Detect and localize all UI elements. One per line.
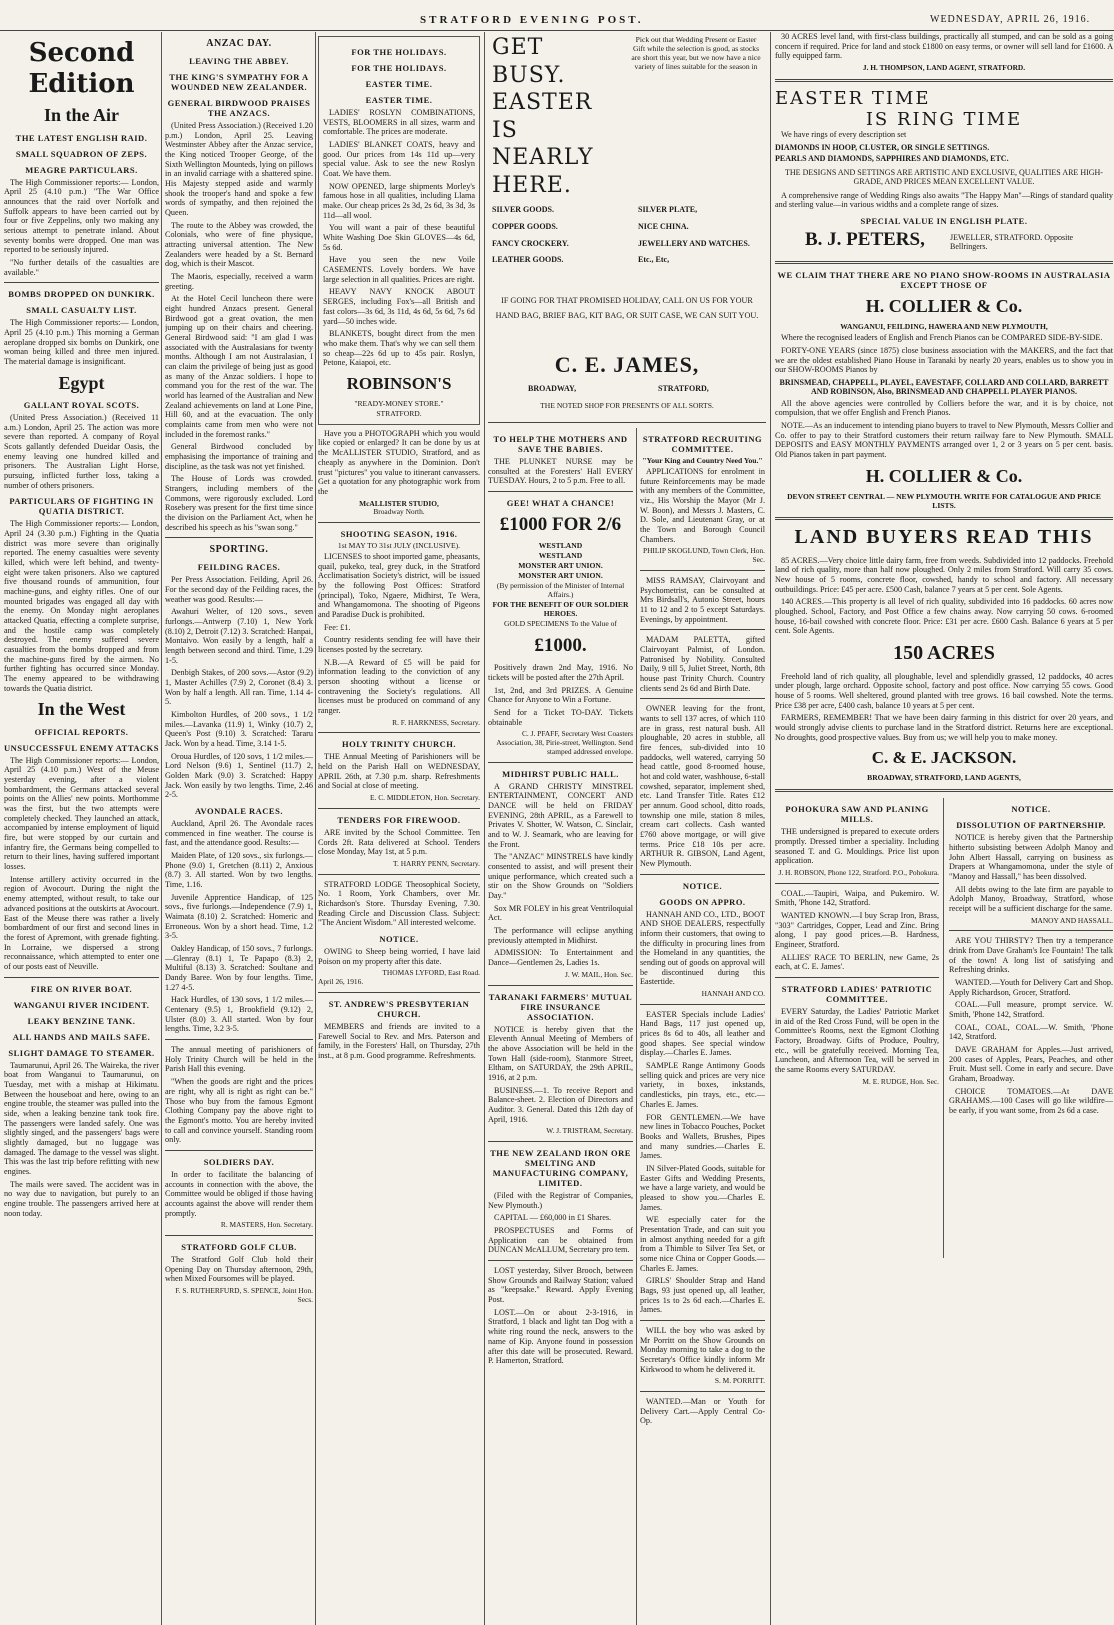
- ad-text: LADIES' ROSLYN COMBINATIONS, VESTS, BLOOMERS in all sizes, warm and comfortable. The prices are moderate.: [323, 108, 475, 137]
- signature: W. J. TRISTRAM, Secretary.: [546, 1126, 633, 1136]
- issue-date: WEDNESDAY, APRIL 26, 1916.: [930, 14, 1091, 25]
- headline: UNSUCCESSFUL ENEMY ATTACKS: [4, 742, 159, 753]
- notice-text: 1st, 2nd, and 3rd PRIZES. A Genuine Chance for Anyone to Win a Fortune.: [488, 685, 633, 705]
- headline: GALLANT ROYAL SCOTS.: [23, 399, 140, 410]
- collier-name: H. COLLIER & Co.: [865, 465, 1023, 486]
- column-2: [165, 32, 313, 1621]
- ad-text: HEAVY NAVY KNOCK ABOUT SERGES, including Fox's—all British and fast colors—3s 6d, 3s 11d, 4s 6d, 5s 6d, 7s 6d yard—50 inches wide.: [323, 287, 475, 326]
- headline: POHOKURA SAW AND PLANING MILLS.: [785, 804, 929, 825]
- bottom-left-notices: [775, 798, 939, 1258]
- notice-text: THE undersigned is prepared to execute orders promptly. Dressed timber a speciality. Including seasoned T. and G. Mouldings. Price list upon application.: [775, 827, 939, 866]
- headline: ANZAC DAY.: [206, 38, 272, 49]
- slogan-line: IS: [492, 117, 518, 143]
- ring-text: THE DESIGNS AND SETTINGS ARE ARTISTIC AND EXCLUSIVE, QUALITIES ARE HIGH-GRADE, AND PRICES MEAN EXCELLENT VALUE.: [785, 167, 1103, 187]
- notice-text: HANNAH AND CO., LTD., BOOT AND SHOE DEALERS, respectfully inform their customers, that owing to the difficulty in procuring lines from the Homeland in any quantities, the sending out of goods on approval will be discontinued during this Eastertide.: [640, 909, 765, 987]
- ad-text: LADIES' BLANKET COATS, heavy and good. Our prices from 14s 11d up—very special value. Ask to see the new Roslyn Coat. We have them.: [323, 140, 475, 179]
- article-text: Juvenile Apprentice Handicap, of 125 sovs., five furlongs.—Independence (7.9) 1, Waimata (8.10) 2. Scratched: Homeric and Erroneous. Won by a short head. Time, 1.2 3-5.: [165, 892, 313, 941]
- notice-text: WANTED.—Man or Youth for Delivery Cart.—Apply Central Co-Op.: [640, 1397, 765, 1426]
- signature: R. MASTERS, Hon. Secretary.: [220, 1220, 313, 1230]
- headline: TO HELP THE MOTHERS AND SAVE THE BABIES.: [493, 434, 628, 455]
- notice-text: WE especially cater for the Presentation Trade, and can suit you in almost anything needed for a gift from a Thimble to Silver Tea Set, or some nice China or Copper Goods.—Charles E. James.: [640, 1215, 765, 1273]
- art-union-line: MONSTER ART UNION.: [518, 561, 603, 571]
- notice-text: COAL, COAL, COAL.—W. Smith, 'Phone 142, Stratford.: [949, 1022, 1113, 1042]
- studio-name: McALLISTER STUDIO,: [359, 498, 439, 508]
- notice-text: DAVE GRAHAM for Apples.—Just arrived, 200 cases of Apples, Pears, Peaches, and other Fruit. Must sell. Come in early and secure. Dave Graham, Broadway.: [949, 1045, 1113, 1084]
- headline: LEAKY BENZINE TANK.: [27, 1015, 136, 1026]
- goods-item: JEWELLERY AND WATCHES.: [638, 238, 750, 248]
- signature: PHILIP SKOGLUND, Town Clerk, Hon. Sec.: [642, 546, 765, 565]
- signature: R. F. HARKNESS, Secretary.: [392, 717, 480, 727]
- notice-text: IN Silver-Plated Goods, suitable for Easter Gifts and Wedding Presents, we have a large variety, and would be pleased to show you.—Charles E. James.: [640, 1163, 765, 1212]
- article-text: "When the goods are right and the prices are right, why all is right as right can be." Those who buy from the famous Egmont Clothing Company pay the above right to the Egmont's motto. You are hereby invited to call and convince yourself. Standing room only.: [165, 1077, 313, 1145]
- goods-item: LEATHER GOODS.: [492, 255, 564, 265]
- notice-text: All debts owing to the late firm are payable to Adolph Manoy, Broadway, Stratford, whose receipt will be a sufficient discharge for the same.: [949, 884, 1113, 913]
- headline: GOODS ON APPRO.: [659, 896, 746, 907]
- article-text: Hack Hurdles, of 130 sovs, 1 1/2 miles.—Centenary (9.5) 1, Brookfield (9.12) 2, Ulster (8.0) 3. All started. Won by four lengths. Time, 3.2 3-5.: [165, 995, 313, 1034]
- notice-text: NOTICE is hereby given that the Eleventh Annual Meeting of Members of the above Association will be held in the Town Hall (side-room), Stanmore Street, Eltham, on SATURDAY, the 29th APRIL, 1916, at 2 p.m.: [488, 1024, 633, 1082]
- easter-slogan: [492, 34, 622, 199]
- piano-text: FORTY-ONE YEARS (since 1875) close business association with the MAKERS, and the fact that we are the oldest established Piano House in Taranaki by nearly 20 years, enables us to show you in our SHOW-ROOMS Pianos by: [775, 345, 1113, 375]
- headline: SLIGHT DAMAGE TO STEAMER.: [8, 1047, 155, 1058]
- notice-text: BUSINESS.—1. To receive Report and Balance-sheet. 2. Election of Directors and Auditor. 3. General. Dated this 12th day of April, 1916.: [488, 1085, 633, 1124]
- article-text: In order to facilitate the balancing of accounts in connection with the above, the Committee would be obliged if those having accounts against the above will render them promptly.: [165, 1169, 313, 1218]
- notice-text: ARE YOU THIRSTY? Then try a temperance drink from Dave Graham's Ice Fountain! The talk of the town! A long list of satisfying and Refreshing drinks.: [949, 936, 1113, 975]
- art-union-line: MONSTER ART UNION.: [518, 571, 603, 581]
- signature: J. H. ROBSON, Phone 122, Stratford. P.O., Pohokura.: [778, 867, 939, 877]
- article-text: The High Commissioner reports:— London, April 25 (4.10 p.m.) "The War Office announces that the raid over Norfolk and Suffolk appears to have been carried out by four or five Zeppelins, only two making any serious attempt to penetrate inland. About seventy bombs were dropped. One man was reported to be seriously injured.: [4, 177, 159, 255]
- article-text: (United Press Association.) (Received 1.20 p.m.) London, April 25. Leaving Westminster Abbey after the Anzac service, the King noticed Trooper George, of the Sixth Wellington Mounteds, lying on pillows in an invalid carriage with a shattered spine. His Majesty stepped aside and warmly shook the trooper's hand and spoke a few words of sympathy, and then rejoined the Queen.: [165, 120, 313, 217]
- headline: PARTICULARS OF FIGHTING IN QUATIA DISTRICT.: [9, 496, 154, 517]
- signature: MANOY AND HASSALL.: [1030, 915, 1113, 925]
- land-heading: 150 ACRES: [893, 641, 995, 664]
- signature: E. C. MIDDLETON, Hon. Secretary.: [369, 793, 480, 803]
- article-text: The High Commissioner reports:— London, April 24 (3.30 p.m.) Fighting in the Quatia district was more severe than originally reported. The enemy casualties were seventy killed, which were left behind, and twenty-eight were taken prisoners. Also we captured five thousand rounds of ammunition, four machine-guns, and eighty rifles. One of our mounted brigades was engaged all day with the enemy. On Monday night aeroplanes attacked Quatia, effecting a complete surprise, and the hostile camp was completely destroyed. The enemy suffered severe casualties from the bombs dropped and from the machine-guns fired by the airmen. No further fighting has occurred since Monday. The enemy appeared to be withdrawing towards the Quatia district.: [4, 519, 159, 693]
- notice-text: ALLIES' RACE TO BERLIN, new Game, 2s each, at C. E. James'.: [775, 952, 939, 972]
- art-union-line: WESTLAND: [538, 541, 583, 551]
- goods-item: FANCY CROCKERY.: [492, 238, 569, 248]
- headline: SHOOTING SEASON, 1916.: [340, 528, 458, 539]
- headline: FIRE ON RIVER BOAT.: [30, 983, 133, 994]
- notice-text: WANTED KNOWN.—I buy Scrap Iron, Brass, "303" Cartridges, Copper, Lead and Zinc. Bring along, I pay good prices.—B. Hardness, Engineer, Stratford.: [775, 911, 939, 950]
- james-name: C. E. JAMES,: [554, 352, 700, 377]
- article-text: Intense artillery activity occurred in the region of Avocourt. During the night the enemy attempted, without result, to take our advanced positions at the outskirts at Avocourt. East of the Meuse there was rather a lively bombardment of our first and second lines in the forest of Apremont, with grenade fighting. In Lorraine, we dispersed a strong reconnaissance, which attempted to enter one of our posts east of Neuville.: [4, 874, 159, 971]
- notice-text: (Filed with the Registrar of Companies, New Plymouth.): [488, 1191, 633, 1210]
- notice-text: EASTER Specials include Ladies' Hand Bags, 117 just opened up, prices 8s 6d to 40s, all leather and good shapes. See special window display.—Charles E. James.: [640, 1009, 765, 1058]
- headline: THE NEW ZEALAND IRON ORE SMELTING AND MANUFACTURING COMPANY, LIMITED.: [490, 1148, 631, 1189]
- holiday-bags-text: IF GOING FOR THAT PROMISED HOLIDAY, CALL ON US FOR YOUR HAND BAG, BRIEF BAG, KIT BAG, OR SUIT CASE, WE CAN SUIT YOU.: [495, 296, 759, 320]
- art-union-line: FOR THE BENEFIT OF OUR SOLDIER HEROES.: [492, 600, 629, 619]
- james-advert: [488, 32, 766, 423]
- james-street: BROADWAY,: [528, 384, 577, 393]
- james-intro: Pick out that Wedding Present or Easter Gift while the selection is good, as stocks are short this year, but we now have a nice variety of lines suitable for the season in: [631, 35, 761, 71]
- ad-heading: EASTER TIME.: [365, 95, 433, 106]
- robinsons-advert: [318, 36, 480, 425]
- bottom-right-notices: [949, 798, 1113, 1258]
- article-text: General Birdwood concluded by emphasising the importance of training and discipline, as the task was not yet finished.: [165, 442, 313, 471]
- headline: GEE! WHAT A CHANCE!: [506, 498, 615, 509]
- article-text: The High Commissioner reports:— London, April 25 (4.10 p.m.) West of the Meuse yesterday evening, after a violent bombardment, the Germans attacked several points on the Allies' new points. Morthomme was the first, but the two attempts were completely checked. They launched an attack, accompanied by intense employment of liquid fire, but were stopped by our curtain and infantry fire, the Germans being compelled to return to their lines, having suffered important losses.: [4, 755, 159, 872]
- slogan-line: EASTER: [492, 90, 593, 115]
- headline: GENERAL BIRDWOOD PRAISES THE ANZACS.: [167, 97, 311, 118]
- notice-text: Sox MR FOLEY in his great Ventriloquial Act.: [488, 903, 633, 923]
- headline: LEAVING THE ABBEY.: [189, 55, 289, 66]
- article-text: The mails were saved. The accident was in no way due to navigation, but purely to an engine trouble. The passengers arrived here at noon today.: [4, 1179, 159, 1218]
- notice-text: STRATFORD LODGE Theosophical Society, No. 1 Room, York Chambers, over Mr. Richardson's Store. Thursday Evening, 7.30. Reading Circle and Discussion Class. Subject: "The Ancient Wisdom." All interested welcome.: [318, 879, 480, 928]
- ring-line: DIAMONDS IN HOOP, CLUSTER, OR SINGLE SETTINGS.: [775, 142, 990, 152]
- headline: STRATFORD RECRUITING COMMITTEE.: [642, 434, 763, 455]
- art-union-line: WESTLAND: [538, 551, 583, 561]
- notice-text: CAPITAL — £60,000 in £1 Shares.: [494, 1213, 612, 1223]
- jeweller-name: B. J. PETERS,: [805, 229, 925, 250]
- signature: M. E. RUDGE, Hon. Sec.: [862, 1076, 939, 1086]
- article-text: "No further details of the casualties are available.": [4, 258, 159, 277]
- notice-text: PROSPECTUSES and Forms of Application can be obtained from DUNCAN McALLUM, Secretary pro tem.: [488, 1226, 633, 1255]
- headline: BOMBS DROPPED ON DUNKIRK.: [8, 289, 155, 300]
- land-text: 30 ACRES level land, with first-class buildings, practically all stumped, and can be sold as a going concern if required. Price for land and stock £1800 on easy terms, or owner will sell land for £1600. A fully equipped farm.: [775, 32, 1113, 61]
- goods-item: Etc., Etc,: [638, 255, 670, 265]
- notice-text: N.B.—A Reward of £5 will be paid for information leading to the conviction of any person shooting without a license or contravening the Society's regulations. All licenses must be produced on command of any ranger.: [318, 657, 480, 716]
- headline: HOLY TRINITY CHURCH.: [342, 739, 456, 750]
- headline: SPECIAL VALUE IN ENGLISH PLATE.: [860, 215, 1028, 226]
- article-text: Awahuri Welter, of 120 sovs., seven furlongs.—Antwerp (7.10) 1, New York (8.10) 2, Detroit (7.12) 3. Scratched: Hanpai, Montaivo. Won easily by a length, half a length between second and third. Time, 1.29 1-5.: [165, 607, 313, 665]
- headline: ALL HANDS AND MAILS SAFE.: [12, 1031, 151, 1042]
- ad-text: You will want a pair of these beautiful White Washing Doe Skin GLOVES—4s 6d, 5s 6d.: [323, 223, 475, 252]
- notice-text: MADAM PALETTA, gifted Clairvoyant Palmist, of London. Patronised by Nobility. Consulted Daily, 9 till 5, Juliet Street, North, 8th house past Trinity Church. Country clients send 2s 6d and Birth Date.: [640, 635, 765, 693]
- ring-heading: IS RING TIME: [865, 108, 1023, 130]
- collier-address: DEVON STREET CENTRAL — NEW PLYMOUTH. WRITE FOR CATALOGUE AND PRICE LISTS.: [787, 492, 1101, 510]
- article-text: The route to the Abbey was crowded, the Colonials, who were of fine physique, attracting universal attention. The New Zealanders were headed by a St. Bernard dog, which is their Mascot.: [165, 220, 313, 269]
- notice-text: Country residents sending fee will have their licenses posted by the secretary.: [318, 635, 480, 654]
- jeweller-address: JEWELLER, STRATFORD. Opposite Bellringers.: [950, 233, 1074, 252]
- article-text: The annual meeting of parishioners of Holy Trinity Church will be held in the Parish Hall this evening.: [165, 1045, 313, 1074]
- section-heading-egypt: Egypt: [58, 372, 105, 393]
- notice-text: SAMPLE Range Antimony Goods selling quick and prices are very nice variety, in boxes, inkstands, candlesticks, pin trays, etc., etc.—Charles E. James.: [640, 1061, 765, 1109]
- piano-text: All the above agencies were controlled by Colliers before the war, and it is by choice, not compulsion, that we offer English and French Pianos.: [775, 398, 1113, 418]
- notice-text: CHOICE TOMATOES.—At DAVE GRAHAMS.—100 Cases will go like wildfire—be early, if you want some, from 2s 6d a case.: [949, 1086, 1113, 1116]
- notice-text: ARE invited by the School Committee. Ten Cords 2ft. Rata delivered at School. Tenders close Monday, May 1st, at 5 p.m.: [318, 827, 480, 857]
- notice-text: MEMBERS and friends are invited to a Farewell Social to Rev. and Mrs. Paterson and family, in the Foresters' Hall, on Thursday, 27th inst., at 8 p.m. Good programme. Refreshments.: [318, 1021, 480, 1060]
- ad-heading: FOR THE HOLIDAYS.: [351, 47, 447, 57]
- notice-text: Positively drawn 2nd May, 1916. No tickets will be posted after the 27th April.: [488, 663, 633, 683]
- signature: S. M. PORRITT.: [714, 1376, 765, 1386]
- land-text: Freehold land of rich quality, all ploughable, level and splendidly grassed, 12 paddocks, 40 acres under plough, large orchard. Opposite school, factory and post office. Now carrying 55 cows. Good house of 5 rooms. Well sheltered, ground planted with tree grows. 16 bail cowshed. Note the terms. Price £38 per acre, £400 cash, balance 10 years at 5 per cent.: [775, 671, 1113, 710]
- headline: THE LATEST ENGLISH RAID.: [15, 132, 148, 143]
- ring-text: A comprehensive range of Wedding Rings also awaits "The Happy Man"—Rings of standard quality and sterling value—in various widths and a complete range of sizes.: [775, 190, 1113, 210]
- subheadline: 1st MAY TO 31st JULY (INCLUSIVE).: [337, 541, 461, 550]
- notice-text: LOST.—On or about 2-3-1916, in Stratford, 1 black and light tan Dog with a white ring round the neck, answers to the name of Kip. Anyone found in possession after this date will be prosecuted. Reward. P. Hamerton, Stratford.: [488, 1307, 633, 1366]
- notice-text: EVERY Saturday, the Ladies' Patriotic Market in aid of the Red Cross Fund, will be open in the Committee's Rooms, next the Egmont Clothing Factory, Broadway. Gifts of Produce, Poultry, etc., will be gratefully received. Morning Tea, Luncheon, and Afternoon Tea, will be served in the same Rooms every SATURDAY.: [775, 1007, 939, 1075]
- notice-text: OWNER leaving for the front, wants to sell 137 acres, of which 110 are in grass, rest natural bush. All ploughable, 20 acres in stubble, all fire fences, sub-divided into 10 paddocks, well watered, carrying 50 head cattle, good 8-roomed house, hot and cold water, washhouse, 6-stall cowshed, separator, implement shed, etc. Land Transfer Title. Rates £12 per annum. Good school, ditto roads, township one mile, station 8 miles, cream cart collects. Cash wanted £760 above mortgage, or will give terms. Price £18 10s per acre. ARTHUR R. GIBSON, Land Agent, New Plymouth.: [640, 704, 765, 868]
- piano-text: NOTE.—As an inducement to intending piano buyers to travel to New Plymouth, Messrs Collier and Co. offer to pay to their Stratford customers their return railway fare to New Plymouth. SMALL DEPOSITS and EASY MONTHLY PAYMENTS arranged over 1, 2 or 3 years on 5 per cent. basis. Old Pianos taken in part payment.: [775, 421, 1113, 460]
- headline: SMALL SQUADRON OF ZEPS.: [15, 148, 148, 159]
- agent-address: BROADWAY, STRATFORD, LAND AGENTS,: [867, 773, 1021, 783]
- headline: MIDHIRST PUBLIC HALL.: [502, 768, 619, 779]
- ad-text: Have you seen the new Voile CASEMENTS. Lovely borders. We have large selection in all qualities. Prices are right.: [323, 255, 475, 284]
- article-text: Maiden Plate, of 120 sovs., six furlongs.—Phone (9.0) 1, Gretchen (8.11) 2, Anxious (8.7) 3. All started. Won by two lengths. Time, 1.16.: [165, 851, 313, 890]
- notice-text: Fee: £1.: [324, 622, 351, 632]
- article-text: (United Press Association.) (Received 11 a.m.) London, April 25. The action was more severe than reported. A company of Royal Scots gallantly defended Dueidar Oasis, the enemy leaving one hundred killed and prisoners. The Australian Light Horse, pursuing, inflicted further loss, taking a number of others prisoners.: [4, 412, 159, 490]
- james-town: STRATFORD,: [658, 384, 709, 393]
- article-text: At the Hotel Cecil luncheon there were eight hundred Anzacs present. General Birdwood got a great ovation, the men jumping up on their chairs and cheering. General Birdwood said: "I am glad I was associated with the Australasians for twenty months. Although I am not Australasian, I can claim the privilege of being just as good as many of the Anzac soldiers. I hope to command you for the rest of the war. The world has learned of the Australian and New Zealand achievements on land at Lone Pine, Hill 60, and at the evacuation. The only complaints came from men who were not included in the foremost ranks.": [165, 294, 313, 439]
- robinsons-tagline: "READY-MONEY STORE.": [354, 398, 444, 408]
- notice-date: April 26, 1916.: [318, 977, 364, 987]
- paper-title: STRATFORD EVENING POST.: [420, 14, 644, 26]
- piano-text: Where the recognised leaders of English and French Pianos can be COMPARED SIDE-BY-SIDE.: [781, 333, 1103, 343]
- masthead: [0, 0, 1114, 31]
- land-heading: LAND BUYERS READ THIS: [794, 525, 1094, 548]
- notice-text: COAL.—Full measure, prompt service. W. Smith, 'Phone 142, Stratford.: [949, 1000, 1113, 1020]
- goods-item: SILVER PLATE,: [638, 205, 698, 214]
- slogan: "Your King and Country Need You.": [642, 456, 763, 466]
- headline: THE KING'S SYMPATHY FOR A WOUNDED NEW ZEALANDER.: [169, 71, 309, 92]
- notice-text: Send for a Ticket TO-DAY. Tickets obtainable: [488, 708, 633, 727]
- column-5: [640, 428, 765, 1621]
- signature: J. H. THOMPSON, LAND AGENT, STRATFORD.: [862, 63, 1026, 73]
- ring-line: PEARLS AND DIAMONDS, SAPPHIRES AND DIAMONDS, ETC.: [775, 154, 1009, 164]
- section-heading-air: In the Air: [43, 105, 119, 126]
- slogan-line: HERE.: [492, 172, 572, 198]
- column-6: [775, 32, 1113, 1621]
- collier-towns: WANGANUI, FEILDING, HAWERA AND NEW PLYMOUTH,: [840, 322, 1048, 332]
- notice-text: MISS RAMSAY, Clairvoyant and Psychometrist, can be consulted at Mrs Birdsall's, Autonio Street, hours 11 to 12 and 2 to 5 except Saturdays. Evenings, by appointment.: [640, 575, 765, 624]
- headline: SMALL CASUALTY LIST.: [26, 305, 137, 316]
- ad-heading: FOR THE HOLIDAYS.: [351, 63, 447, 74]
- section-heading-west: In the West: [37, 699, 126, 720]
- ad-text: Have you a PHOTOGRAPH which you would like copied or enlarged? It can be done by us at the McALLISTER STUDIO, Stratford, and as cheaply as anywhere in the Dominion. Don't trust "pictures" you value to itinerant canvassers. Get a quotation for any photographic work from the: [318, 428, 480, 496]
- notice-text: THE Annual Meeting of Parishioners will be held on the Parish Hall on WEDNESDAY, APRIL 26th, at 7.30 p.m. sharp. Refreshments and Social at close of meeting.: [318, 752, 480, 791]
- slogan-line: GET BUSY.: [492, 35, 566, 88]
- notice-text: The "ANZAC" MINSTRELS have kindly consented to assist, and will present their unique performance, which created such a stir on the Show Grounds on "Soldiers Day.": [488, 852, 633, 901]
- notice-text: THE PLUNKET NURSE may be consulted at the Foresters' Hall EVERY TUESDAY. Hours, 2 to 5 p.m. Free to all.: [488, 457, 633, 486]
- article-text: Kimbolton Hurdles, of 200 sovs., 1 1/2 miles.—Lavanka (11.9) 1, Winky (10.7) 2, Queen's Post (9.10) 3. Scratched: Tararu Jack. Won by a head. Time, 3.14 1-5.: [165, 709, 313, 748]
- article-text: Per Press Association. Feilding, April 26. For the second day of the Feilding races, the weather was good. Results:—: [165, 575, 313, 604]
- article-text: Oroua Hurdles, of 120 sovs, 1 1/2 miles.—Lord Nelson (9.6) 1, Sentinel (11.7) 2, Golden Mark (9.0) 3. Scratched: Happy Jack. Won easily by two lengths. Time, 2.46 2-5.: [165, 751, 313, 800]
- headline: DISSOLUTION OF PARTNERSHIP.: [956, 820, 1106, 831]
- prize-amount: £1000.: [534, 635, 587, 657]
- notice-text: COAL.—Taupiri, Waipa, and Pukemiro. W. Smith, 'Phone 142, Stratford.: [775, 888, 939, 908]
- headline: AVONDALE RACES.: [195, 806, 283, 817]
- article-text: The Stratford Golf Club hold their Opening Day on Thursday afternoon, 29th, when Mixed Foursomes will be played.: [165, 1254, 313, 1284]
- signature: C. J. PFAFF, Secretary West Coasters Association, 38, Pirie-street, Wellington. Send stamped addressed envelope.: [496, 729, 633, 756]
- art-union-line: (By permission of the Minister of Internal Affairs.): [496, 581, 625, 600]
- notice-text: APPLICATIONS for enrolment in future Reinforcements may be made with any members of the Committee, viz., His Worship the Mayor (Mr J. W. Boon), and Messrs J. Masters, C. D. Sole, and Lieutenant Gray, or at the Town and Borough Council Chambers.: [640, 466, 765, 544]
- notice-text: The performance will eclipse anything previously attempted in Midhirst.: [488, 926, 633, 945]
- robinsons-name: ROBINSON'S: [346, 373, 452, 393]
- column-4: [488, 428, 633, 1621]
- headline: NOTICE.: [1011, 804, 1051, 815]
- edition-heading: Second Edition: [28, 38, 135, 99]
- headline: ST. ANDREW'S PRESBYTERIAN CHURCH.: [328, 998, 470, 1019]
- notice-text: FOR GENTLEMEN.—We have new lines in Tobacco Pouches, Pocket Books and Wallets, Brushes, Pipes and many sundries.—Charles E. James.: [640, 1112, 765, 1161]
- column-1: [4, 32, 159, 1621]
- ring-text: We have rings of every description set: [781, 130, 907, 140]
- notice-text: A GRAND CHRISTY MINSTREL ENTERTAINMENT, CONCERT AND DANCE will be held on FRIDAY EVENING, 28th APRIL, as a Farewell to Privates V. Shotter, W. Watson, C. Sinclair, and to W. J. Seamark, who are leaving for the Front.: [488, 781, 633, 849]
- article-text: The Maoris, especially, received a warm greeting.: [165, 271, 313, 291]
- ad-heading: EASTER TIME.: [365, 79, 433, 90]
- headline: SOLDIERS DAY.: [203, 1156, 275, 1167]
- notice-text: LICENSES to shoot imported game, pheasants, quail, pukeko, teal, grey duck, in the Stratford Acclimatisation Society's district, will be issued by the following Post Offices: Stratford (principal), Toko, Ngaere, Midhirst, Te Wera, and Whangamomona. The shooting of Pigeons and Paradise Duck is prohibited.: [318, 551, 480, 619]
- land-text: FARMERS, REMEMBER! That we have been dairy farming in this district for over 20 years, and would strongly advise clients to purchase land in the Stratford district. Returns here are exceptional. No droughts, good prospective values. Buy from us; we will help you to make money.: [775, 713, 1113, 742]
- notice-text: OWING to Sheep being worried, I have laid Poison on my property after this date.: [318, 947, 480, 966]
- article-text: Auckland, April 26. The Avondale races commenced in fine weather. The course is fast, and the attendance good. Results:—: [165, 819, 313, 848]
- slogan-line: NEARLY: [492, 145, 594, 170]
- headline: WANGANUI RIVER INCIDENT.: [13, 999, 150, 1010]
- james-tagline: THE NOTED SHOP FOR PRESENTS OF ALL SORTS.: [540, 401, 714, 410]
- signature: HANNAH AND CO.: [701, 989, 765, 999]
- ad-text: NOW OPENED, large shipments Morley's famous hose in all qualities, including Llama make. Our cheap prices 2s 3d, 2s 6d, 3s 3d, 3s 11d—all wool.: [323, 181, 475, 220]
- article-text: The House of Lords was crowded. Strangers, including members of the Commons, were rigorously excluded. Lord Rosebery was present for the first time since the division on the Parliament Act, when he described his speech as his "swan song.": [165, 474, 313, 532]
- column-3: [318, 32, 480, 1621]
- signature: F. S. RUTHERFURD, S. SPENCE, Joint Hon. Secs.: [175, 1286, 313, 1304]
- land-text: 140 ACRES.—This property is all level of rich quality, subdivided into 16 paddocks. 60 acres now ploughed. School, Factory, and Post Office a few chains away. Now carrying 50 cows. 6-roomed house, 16-bail cowshed with concrete floor. Price: £31 per acre. £600 Cash. Balance 6 years at 5 per cent. Sole Agents.: [775, 597, 1113, 636]
- notice-text: NOTICE is hereby given that the Partnership hitherto subsisting between Adolph Manoy and John Albert Hassall, carrying on business as Drapers at Whangamomona, under the style of "Manoy and Hassall," has been dissolved.: [949, 833, 1113, 881]
- goods-item: COPPER GOODS.: [492, 221, 558, 231]
- headline: STRATFORD GOLF CLUB.: [181, 1241, 297, 1252]
- signature: THOMAS LYFORD, East Road.: [382, 968, 480, 978]
- article-text: Denbigh Stakes, of 200 sovs.—Astor (9.2) 1, Master Achilles (7.9) 2, Coronet (8.4) 3. Won by half a length. All ran. Time, 1.14 4-5.: [165, 668, 313, 707]
- headline: TENDERS FOR FIREWOOD.: [337, 814, 461, 825]
- article-text: Taumarunui, April 26. The Waireka, the river boat from Wanganui to Taumarunui, on Tuesday, met with a mishap at Hikimatu. Between the houseboat and here, owing to an engine trouble, the steamer was pulled into the side, when a leaking benzine tank took fire. The passengers were landed safely. One was slightly singed, and the passengers' bags were slightly damaged, but no luggage was damaged. The damage to the vessel was slight. This was the last trip before refitting with new engines.: [4, 1060, 159, 1176]
- notice-text: WANTED.—Youth for Delivery Cart and Shop. Apply Richardson, Grocer, Stratford.: [949, 978, 1113, 997]
- ring-heading: EASTER TIME: [775, 87, 931, 109]
- headline: NOTICE.: [379, 934, 419, 944]
- land-text: 85 ACRES.—Very choice little dairy farm, free from weeds. Subdivided into 12 paddocks. Freehold land of rich quality, more than half now ploughed. Only 2 miles from Stratford. Will carry 35 cows. New house of 5 rooms, concrete floor, cowshed, handy to school and factory. All necessary outbuildings. Price: £45 per acre. £500 Cash, balance 7 years at 5 per cent. Sole Agents.: [775, 555, 1113, 594]
- article-text: The High Commissioner reports:— London, April 25 (4.10 p.m.) This morning a German aeroplane dropped six bombs on Dunkirk, one woman being killed and three men injured. The material damage is insignificant.: [4, 318, 159, 367]
- agent-name: C. & E. JACKSON.: [871, 748, 1017, 768]
- signature: J. W. MAIL, Hon. Sec.: [565, 969, 633, 979]
- headline: MEAGRE PARTICULARS.: [25, 164, 138, 175]
- notice-text: LOST yesterday, Silver Brooch, between Show Grounds and Railway Station; valued as "keepsake." Reward. Apply Evening Post.: [488, 1266, 633, 1305]
- headline: OFFICIAL REPORTS.: [34, 726, 129, 737]
- collier-name: H. COLLIER & Co.: [865, 296, 1023, 317]
- goods-item: NICE CHINA.: [638, 221, 689, 231]
- signature: T. HARRY PENN, Secretary.: [393, 858, 480, 868]
- prize-amount: £1000 FOR 2/6: [499, 514, 622, 536]
- headline: TARANAKI FARMERS' MUTUAL FIRE INSURANCE ASSOCIATION.: [488, 991, 633, 1022]
- headline: STRATFORD LADIES' PATRIOTIC COMMITTEE.: [781, 984, 933, 1005]
- notice-text: GIRLS' Shoulder Strap and Hand Bags, 93 just opened up, all leather, prices 1s to 2s 6d each.—Charles E. James.: [640, 1276, 765, 1315]
- piano-makers: BRINSMEAD, CHAPPELL, PLAYEL, EAVESTAFF, COLLARD AND COLLARD, BARRETT AND ROBINSON, Also, BRINSMEAD AND CHAPPELL PLAYER PIANOS.: [779, 377, 1109, 397]
- robinsons-town: STRATFORD.: [376, 408, 422, 418]
- notice-text: ADMISSION: To Entertainment and Dance—Gentlemen 2s, Ladies 1s.: [488, 948, 633, 968]
- headline: NOTICE.: [682, 880, 723, 891]
- goods-item: SILVER GOODS.: [492, 205, 554, 214]
- article-text: Oakley Handicap, of 150 sovs., 7 furlongs.—Glenray (8.1) 1, Te Papapo (8.3) 2, Multiful (8.13) 3. Scratched: Soultane and Dandy Baree. Won by four lengths. Time, 1.27 4-5.: [165, 944, 313, 992]
- headline: FEILDING RACES.: [197, 562, 281, 573]
- headline: WE CLAIM THAT THERE ARE NO PIANO SHOW-ROOMS IN AUSTRALASIA EXCEPT THOSE OF: [777, 270, 1111, 291]
- art-union-line: GOLD SPECIMENS To the Value of: [504, 619, 617, 629]
- studio-address: Broadway North.: [373, 507, 425, 517]
- headline: SPORTING.: [209, 544, 269, 556]
- ad-text: BLANKETS, bought direct from the men who make them. That's why we can sell them so cheap—22s 6d up to 45s pair. Roslyn, Petone, Kaiapoi, etc.: [323, 329, 475, 368]
- notice-text: WILL the boy who was asked by Mr Porritt on the Show Grounds on Monday morning to take a dog to the Secretary's Office kindly inform Mr Kirkwood to whom he delivered it.: [640, 1325, 765, 1374]
